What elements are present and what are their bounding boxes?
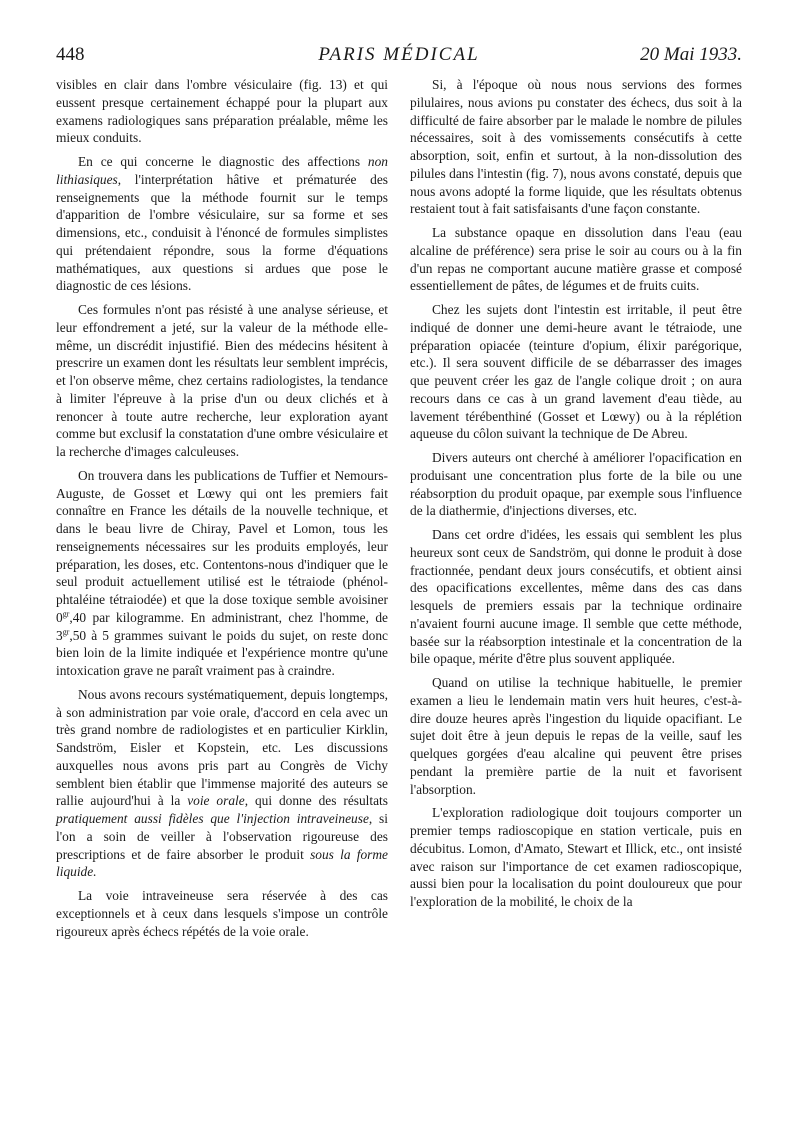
text-columns [56, 76, 742, 946]
paragraph: Si, à l'époque où nous nous servions des formes pilulaires, nous avions pu constater des échecs, dus soit à la difficulté de faire absorber par le malade le nombre de pilules nécessaires, soit à des vomissements consécutifs à cette absorption, soit, enfin et surtout, à la non-dissolution des pilules dans l'intestin (fig. 7), nous avons constaté, depuis que nous avons adopté la forme liquide, que les résultats obtenus restaient tout à fait satisfaisants d'une façon constante. [410, 77, 742, 217]
journal-page [56, 40, 742, 1120]
paragraph [56, 467, 388, 680]
paragraph: Dans cet ordre d'idées, les essais qui semblent les plus heureux sont ceux de Sandström, qui donne le produit à dose fractionnée, pendant deux jours consécutifs, et obtient ainsi des opacifications excellentes, même dans des cas dans lesquels de premiers essais par la technique ordinaire n'avaient fourni aucune image. Il semble que cette méthode, basée sur la réabsorption intestinale et la concentration de la bile opaque, mérite d'être plus souvent appliquée. [410, 527, 742, 667]
issue-date: 20 Mai 1933. [640, 44, 742, 65]
text-run: , qui donne des résultats [244, 793, 388, 809]
text-run: Nous avons recours systématiquement, depuis longtemps, à son administration par voie orale, d'accord en cela avec un très grand nombre de radiologistes et en particulier Kirklin, Sandström, Eisler et Kopstein, etc. Les discussions auxquelles nous avons pris part au Congrès de Vichy semblent bien établir que l'immense majorité des auteurs se rallie aujourd'hui à la [56, 686, 388, 809]
text-run: On trouvera dans les publications de Tuffier et Nemours-Auguste, de Gosset et Lœwy qui ont les premiers fait connaître en France les détails de la nouvelle technique, et dans le beau livre de Chiray, Pavel et Lomon, tous les renseignements nécessaires sur les produits employés, leur préparation, les doses, etc. Contentons-nous d'indiquer que le seul produit actuellement utilisé est le tétraiode (phénol-phtaléine tétraiodée) et que la dose toxique semble avoisiner 0 [56, 467, 388, 625]
paragraph: La substance opaque en dissolution dans l'eau (eau alcaline de préférence) sera prise le soir au cours ou à la fin d'un repas ne comportant aucune matière grasse et composé essentiellement de pâtes, de légumes et de fruits cuits. [410, 225, 742, 294]
unit-superscript: gr [62, 609, 70, 619]
paragraph: Quand on utilise la technique habituelle, le premier examen a lieu le lendemain matin vers huit heures, c'est-à-dire douze heures après l'ingestion du liquide opacifiant. Le sujet doit être à jeun depuis le repas de la veille, sauf les quelques gorgées d'eau alcaline qui peuvent être prises pendant la première partie de la nuit et favorisent l'absorption. [410, 675, 742, 797]
paragraph: Chez les sujets dont l'intestin est irritable, il peut être indiqué de donner une demi-heure avant le tétraiode, une préparation opiacée (teinture d'opium, élixir parégorique, etc.). Il sera souvent difficile de se débarrasser des images que peuvent créer les gaz de l'angle colique droit ; on aura recours dans ce cas à un grand lavement d'eau tiède, au lavement térébenthiné (Gosset et Lœwy) ou à la réplétion aqueuse du côlon suivant la technique de De Abreu. [410, 302, 742, 442]
left-column [56, 76, 388, 946]
italic-term: non lithiasiques [56, 154, 388, 187]
unit-superscript: gr [62, 627, 70, 637]
paragraph: Ces formules n'ont pas résisté à une analyse sérieuse, et leur effondrement a jeté, sur la valeur de la méthode elle-même, un discrédit injustifié. Bien des médecins hésitent à prescrire un examen dont les résultats leur semblent imprécis, et l'on observe même, chez certains radiologistes, la tendance à limiter l'épreuve à la prise d'un ou deux clichés et à renoncer à toute autre recherche, leur exploration ayant comme but exclusif la constatation d'une ombre vésiculaire et la recherche d'images calculeuses. [56, 302, 388, 459]
text-run: , si l'on a soin de veiller à l'observation rigoureuse des prescriptions et de faire absorber le produit [56, 811, 388, 862]
paragraph [56, 153, 388, 295]
paragraph: visibles en clair dans l'ombre vésiculaire (fig. 13) et qui eussent presque certainement échappé pour la plupart aux examens radiologiques sans préparation préalable, même les mieux conduits. [56, 77, 388, 146]
journal-title: PARIS MÉDICAL [318, 44, 480, 65]
paragraph: L'exploration radiologique doit toujours comporter un premier temps radioscopique en station verticale, puis en décubitus. Lomon, d'Amato, Stewart et Illick, etc., ont insisté avec raison sur l'importance de cet examen radioscopique, aussi bien pour la localisation du point douloureux que pour l'exploration de la mobilité, le choix de la [410, 805, 742, 909]
right-column [410, 76, 742, 946]
text-run: En ce qui concerne le diagnostic des affections [78, 154, 368, 169]
page-number: 448 [56, 44, 85, 65]
text-run: , l'interprétation hâtive et prématurée des renseignements que la méthode fournit sur le temps d'apparition de l'ombre vésiculaire, sur sa forme et ses dimensions, etc., conduisit à l'énoncé de formules simplistes qui prétendaient répondre, sous la forme d'équations mathématiques, aux questions si ardues que pose le diagnostic de ces lésions. [56, 171, 388, 294]
running-header [56, 40, 742, 70]
paragraph: La voie intraveineuse sera réservée à des cas exceptionnels et à ceux dans lesquels s'impose un contrôle rigoureux après échecs répétés de la voie orale. [56, 888, 388, 939]
text-run: ,40 par kilogramme. En administrant, chez l'homme, de 3 [56, 609, 388, 643]
paragraph [56, 686, 388, 881]
paragraph: Divers auteurs ont cherché à améliorer l'opacification en produisant une concentration plus forte de la bile ou une réabsorption du produit opaque, par exemple sous l'influence de la diathermie, d'injections diverses, etc. [410, 450, 742, 519]
text-run: ,50 à 5 grammes suivant le poids du sujet, on reste donc bien loin de la limite indiquée et l'expérience montre qu'une intoxication grave ne paraît vraiment pas à craindre. [56, 627, 388, 678]
italic-phrase: pratiquement aussi fidèles que l'injection intraveineuse [56, 811, 369, 826]
italic-phrase: sous la forme liquide. [56, 846, 388, 880]
italic-phrase: voie orale [187, 793, 245, 809]
